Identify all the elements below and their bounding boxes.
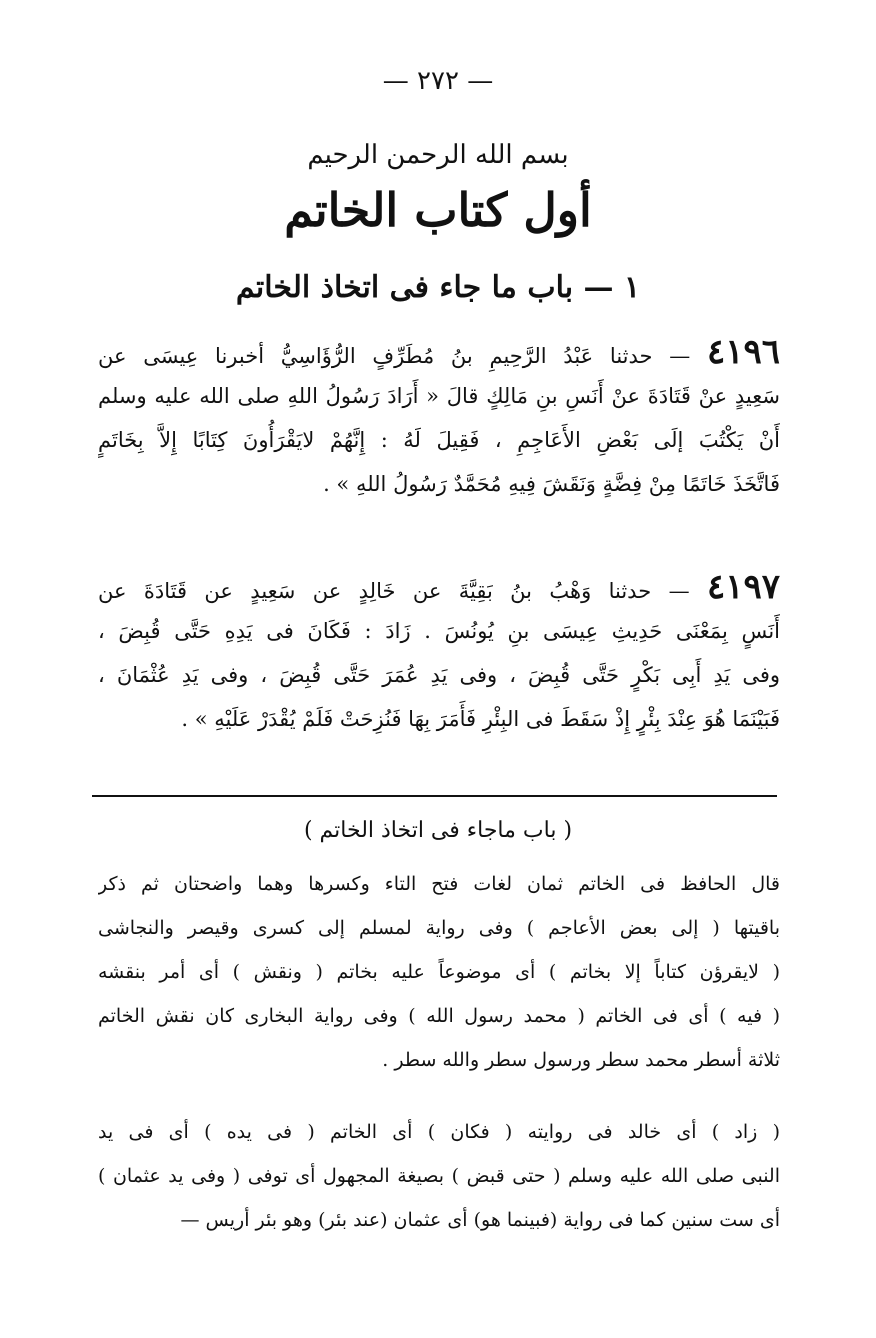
hadith-line: سَعِيدٍ عنْ قَتَادَةَ عنْ أَنَسِ بنِ مَالِكٍ قالَ « أَرَادَ رَسُولُ اللهِ صلى الله عليه وسلم [98, 384, 780, 408]
hadith-line: وفى يَدِ أَبِى بَكْرٍ حَتَّى قُبِضَ ، وفى يَدِ عُمَرَ حَتَّى قُبِضَ ، وفى يَدِ عُثْمَانَ ، [98, 663, 780, 687]
commentary-line: قال الحافظ فى الخاتم ثمان لغات فتح التاء وكسرها وهما واضحتان ثم ذكر [98, 873, 780, 895]
commentary-line: ( زاد ) أى خالد فى روايته ( فكان ) أى الخاتم ( فى يده ) أى فى يد [98, 1121, 780, 1143]
hadith-line: فَاتَّخَذَ خَاتَمًا مِنْ فِضَّةٍ وَنَقَشَ فِيهِ مُحَمَّدٌ رَسُولُ اللهِ » . [323, 472, 780, 496]
commentary-paragraph-1 [98, 862, 780, 1082]
book-title: أول كتاب الخاتم [284, 183, 592, 237]
basmala: بسم الله الرحمن الرحيم [307, 140, 569, 170]
hadith-line: فَبَيْنَمَا هُوَ عِنْدَ بِئْرٍ إِذْ سَقَطَ فى البِئْرِ فَأَمَرَ بِهَا فَنُزِحَتْ فَلَمْ يُقْدَرْ عَلَيْهِ » . [181, 707, 780, 731]
commentary-line: النبى صلى الله عليه وسلم ( حتى قبض ) بصيغة المجهول أى توفى ( وفى يد عثمان ) [98, 1165, 780, 1187]
hadith-line: أَنْ يَكْتُبَ إلَى بَعْضِ الأَعَاجِمِ ، فَقِيلَ لَهُ : إِنَّهُمْ لايَقْرَأُونَ كِتَابًا إِلاَّ بِخَاتَمٍ [98, 428, 780, 452]
commentary-line: باقيتها ( إلى بعض الأعاجم ) وفى رواية لمسلم إلى كسرى وقيصر والنجاشى [98, 917, 780, 939]
hadith-line: أَنَسٍ بِمَعْنَى حَدِيثِ عِيسَى بنِ يُونُسَ . زَادَ : فَكَانَ فى يَدِهِ حَتَّى قُبِضَ ، [98, 619, 780, 643]
hadith-number: ٤١٩٦ [706, 332, 780, 372]
commentary-heading: ( باب ماجاء فى اتخاذ الخاتم ) [303, 818, 573, 843]
page-number: — ٢٧٢ — [382, 66, 494, 96]
commentary-line: أى ست سنين كما فى رواية (فبينما هو) أى عثمان (عند بئر) وهو بئر أريس — [180, 1209, 780, 1231]
hadith-4197 [98, 565, 780, 741]
hadith-number: ٤١٩٧ [706, 567, 780, 607]
chapter-heading: ١ — باب ما جاء فى اتخاذ الخاتم [235, 270, 641, 305]
commentary-line: ( لايقرؤن كتاباً إلا بخاتم ) أى موضوعاً عليه بخاتم ( ونقش ) أى أمر بنقشه [98, 961, 780, 983]
hadith-4196 [98, 330, 780, 506]
commentary-paragraph-2 [98, 1110, 780, 1242]
hadith-line: ٤١٩٧ — حدثنا وَهْبُ بنُ بَقِيَّةَ عن خَالِدٍ عن سَعِيدٍ عن قَتَادَةَ عن [98, 567, 780, 607]
footnote-divider [92, 795, 777, 797]
commentary-line: ( فيه ) أى فى الخاتم ( محمد رسول الله ) وفى رواية البخارى كان نقش الخاتم [98, 1005, 780, 1027]
hadith-line: ٤١٩٦ — حدثنا عَبْدُ الرَّحِيمِ بنُ مُطَرِّفٍ الرُّؤَاسِيُّ أخبرنا عِيسَى عن [98, 332, 780, 372]
commentary-line: ثلاثة أسطر محمد سطر ورسول سطر والله سطر . [382, 1049, 780, 1071]
